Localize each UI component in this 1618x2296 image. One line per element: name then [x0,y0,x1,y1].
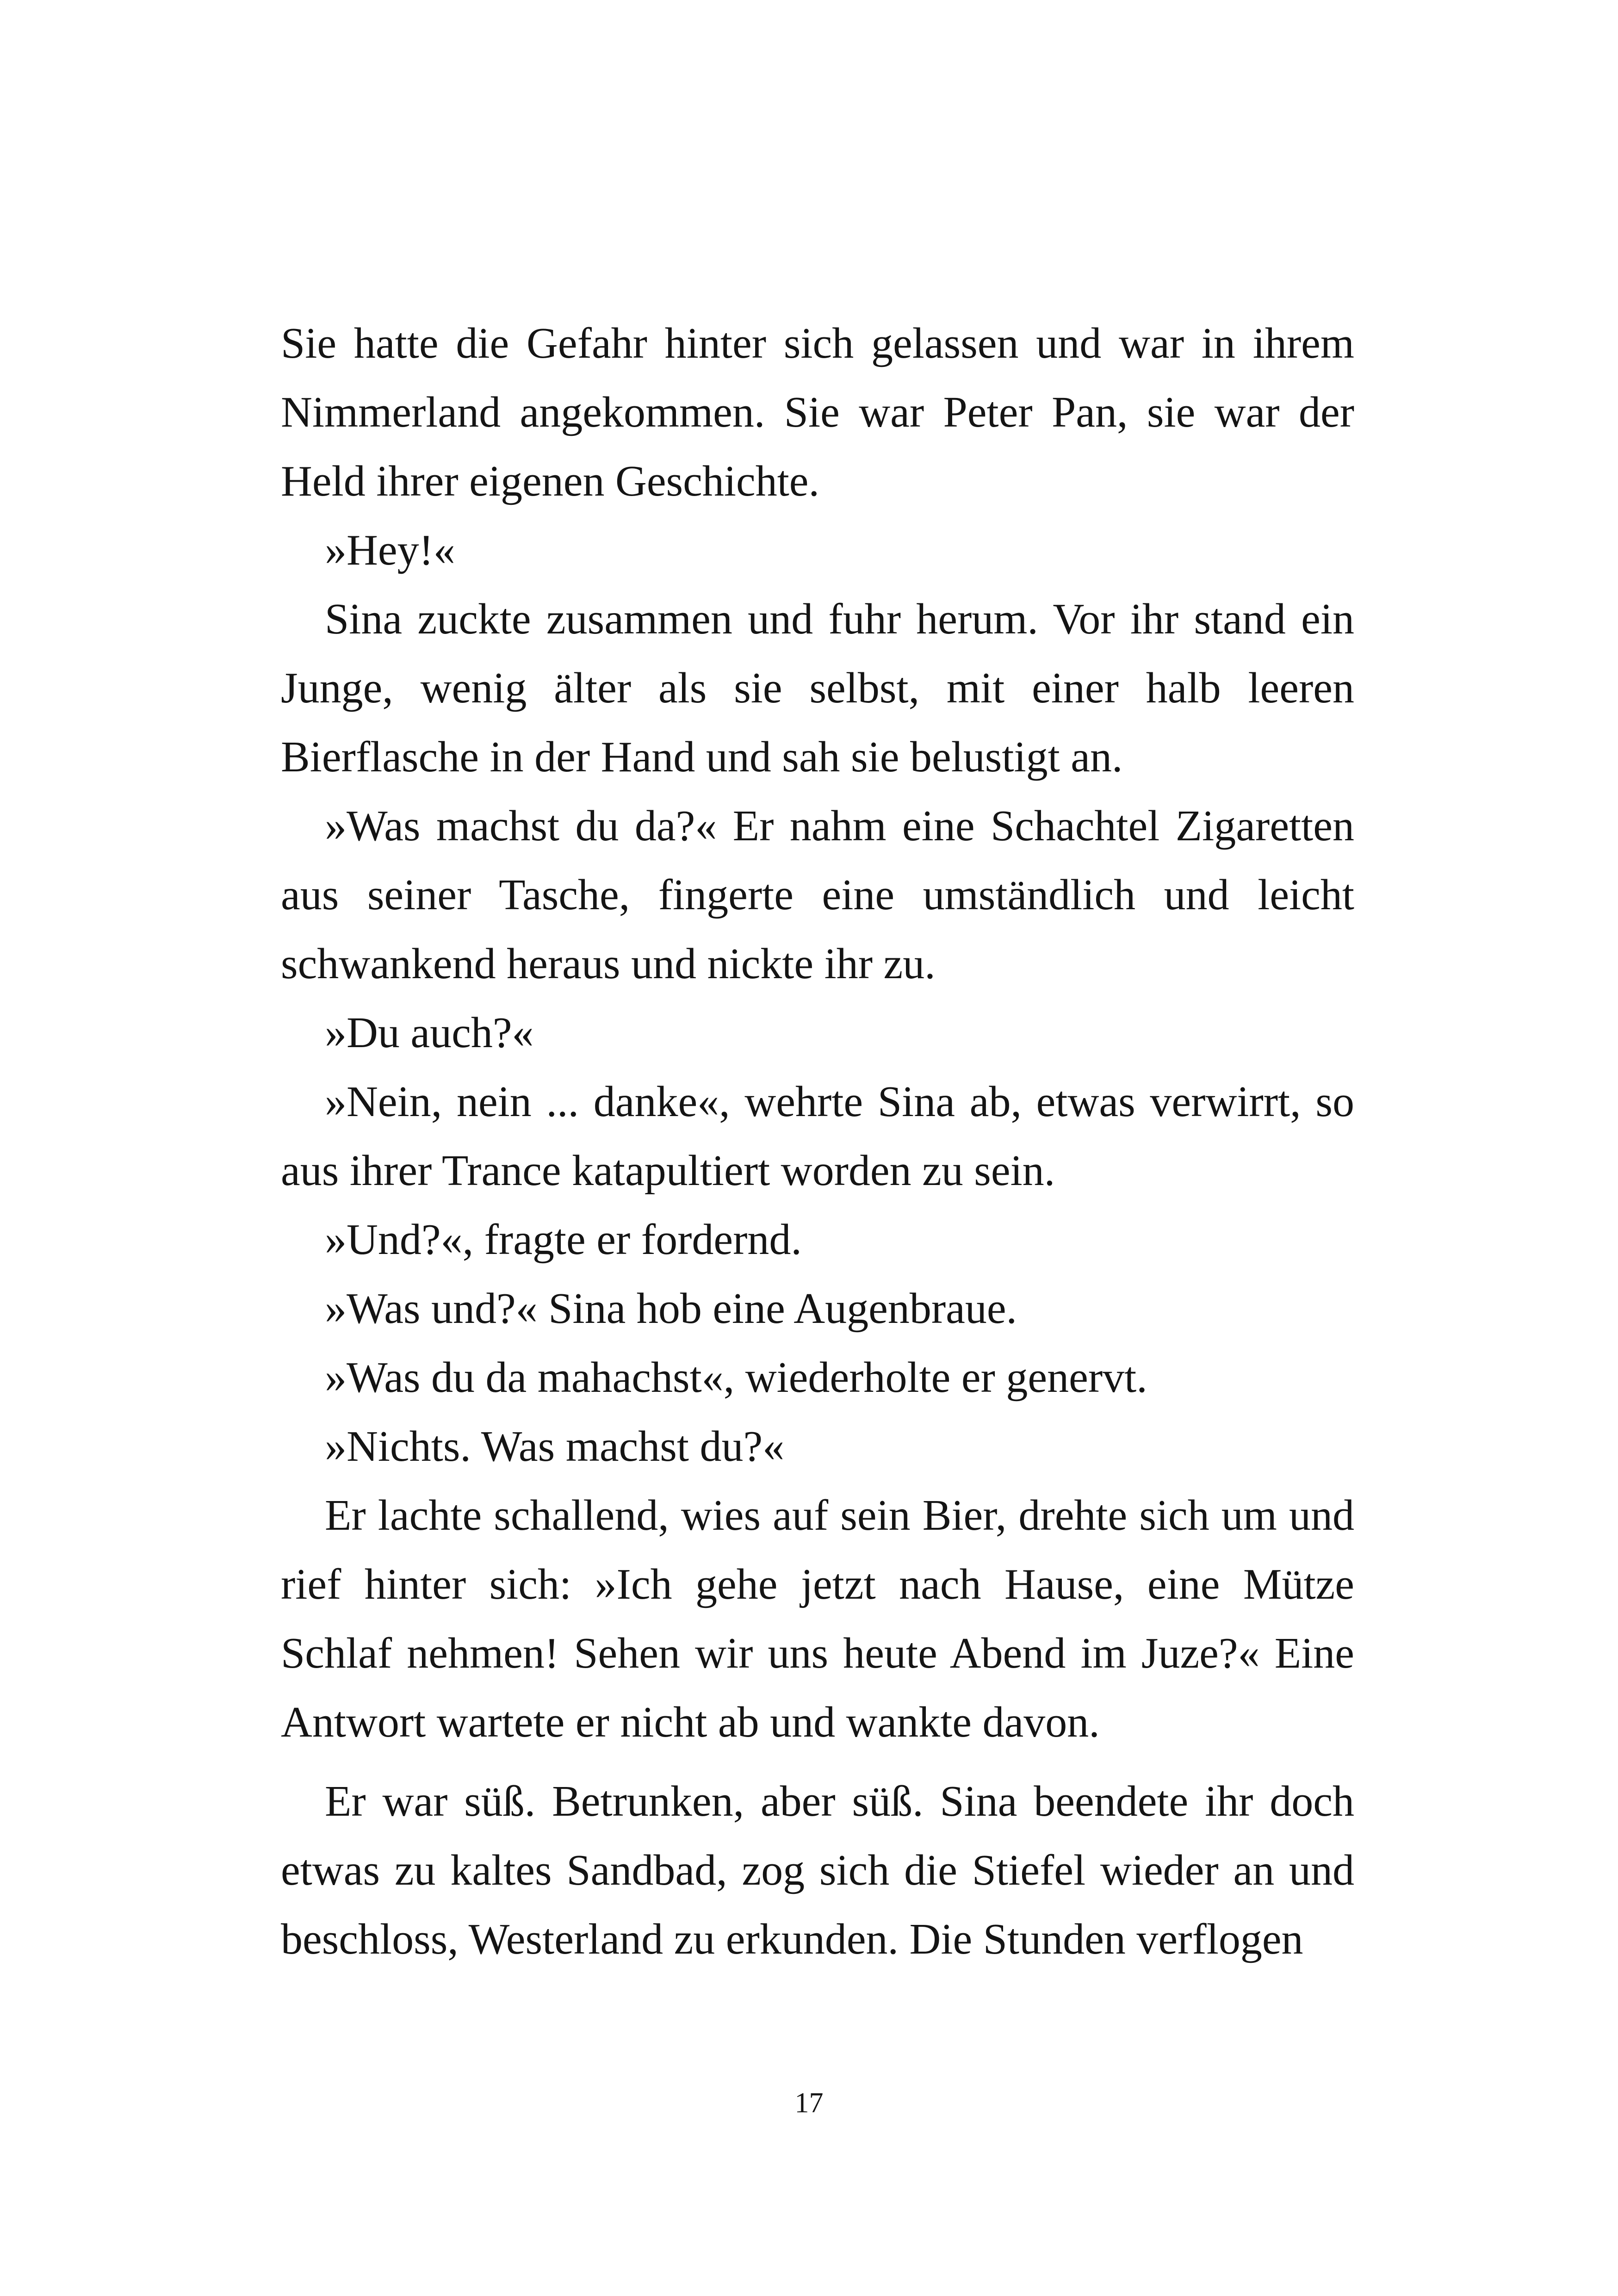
paragraph: »Hey!« [325,526,455,574]
paragraph: »Nichts. Was machst du?« [325,1422,785,1471]
paragraph: »Du auch?« [325,1009,534,1057]
paragraph: »Was du da mahachst«, wiederholte er genervt. [325,1353,1147,1402]
paragraph: »Was machst du da?« Er nahm eine Schachtel Zigaretten aus seiner Tasche, fingerte eine umständlich und leicht schwankend heraus und nickte ihr zu. [281,802,1354,988]
paragraph: Er war süß. Betrunken, aber süß. Sina beendete ihr doch etwas zu kaltes Sandbad, zog sich die Stiefel wieder an und beschloss, Westerland zu erkunden. Die Stunden verflogen [281,1777,1354,1963]
body-text [281,309,1354,1974]
paragraph: Er lachte schallend, wies auf sein Bier, drehte sich um und rief hinter sich: »Ich gehe jetzt nach Hause, eine Mütze Schlaf nehmen! Sehen wir uns heute Abend im Juze?« Eine Antwort wartete er nicht ab und wankte davon. [281,1491,1354,1746]
page-number: 17 [794,2087,824,2119]
paragraph: Sina zuckte zusammen und fuhr herum. Vor ihr stand ein Junge, wenig älter als sie selbst, mit einer halb leeren Bierflasche in der Hand und sah sie belustigt an. [281,595,1354,781]
paragraph: Sie hatte die Gefahr hinter sich gelassen und war in ihrem Nimmerland angekommen. Sie war Peter Pan, sie war der Held ihrer eigenen Geschichte. [281,319,1354,505]
paragraph: »Und?«, fragte er fordernd. [325,1216,802,1264]
paragraph: »Was und?« Sina hob eine Augenbraue. [325,1285,1017,1333]
paragraph: »Nein, nein ... danke«, wehrte Sina ab, etwas verwirrt, so aus ihrer Trance katapultiert worden zu sein. [281,1078,1354,1195]
